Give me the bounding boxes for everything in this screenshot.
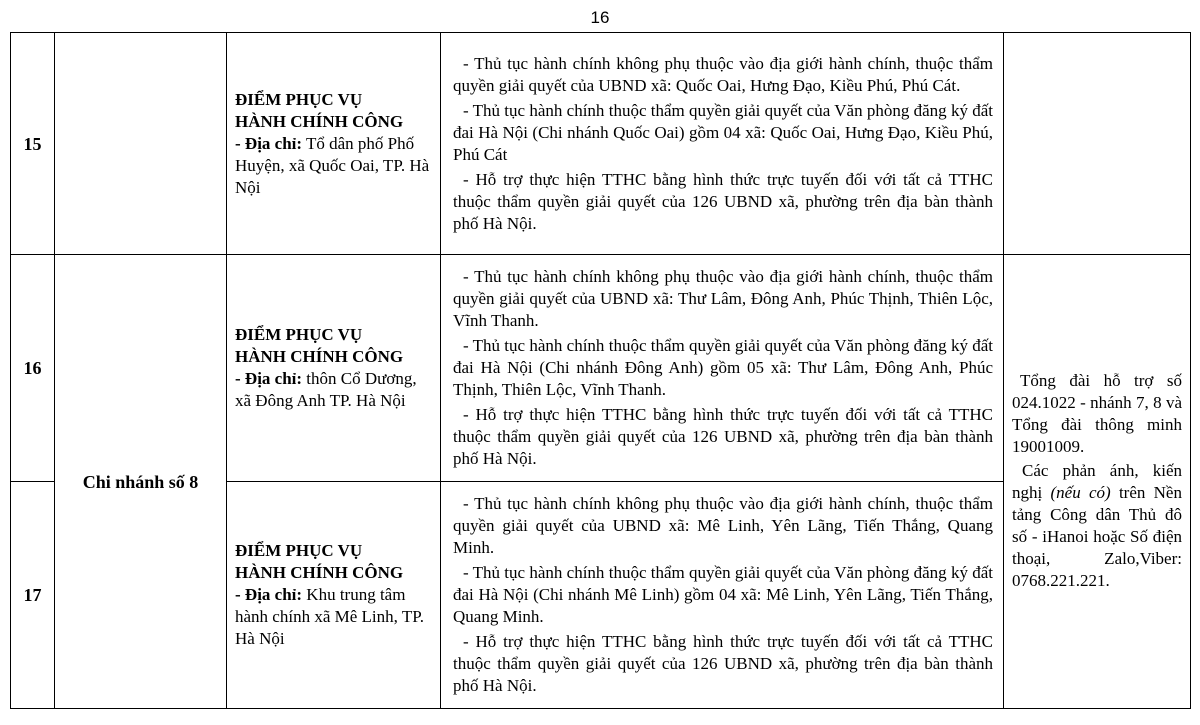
contact-info [1004,255,1191,709]
service-point [227,482,441,709]
contact-cell-empty [1004,33,1191,255]
hotline-text: Tổng đài hỗ trợ số 024.1022 - nhánh 7, 8 và Tổng đài thông minh 19001009. [1012,370,1182,456]
row-number: 17 [11,482,55,709]
address-label: - Địa chỉ: [235,585,303,604]
row-number: 15 [11,33,55,255]
service-point-title: HÀNH CHÍNH CÔNG [235,347,404,366]
procedures [441,482,1004,709]
branch-cell-empty [55,33,227,255]
table-row [11,33,1191,255]
service-point [227,33,441,255]
procedure-item: - Hỗ trợ thực hiện TTHC bằng hình thức trực tuyến đối với tất cả TTHC thuộc thẩm quyền giải quyết của 126 UBND xã, phường trên địa bàn thành phố Hà Nội. [453,405,993,468]
service-points-table [10,32,1191,709]
feedback-pre: Các phản ánh, kiến nghị [1012,460,1182,502]
feedback-text [1012,460,1182,592]
procedure-item: - Thủ tục hành chính không phụ thuộc vào địa giới hành chính, thuộc thẩm quyền giải quyết của UBND xã: Mê Linh, Yên Lãng, Tiến Thắng, Quang Minh. [453,494,993,557]
address-text: Khu trung tâm hành chính xã Mê Linh, TP. Hà Nội [235,585,425,648]
procedure-item: - Thủ tục hành chính thuộc thẩm quyền giải quyết của Văn phòng đăng ký đất đai Hà Nội (Chi nhánh Quốc Oai) gồm 04 xã: Quốc Oai, Hưng Đạo, Kiều Phú, Phú Cát [453,100,993,164]
row-number: 16 [11,255,55,482]
procedure-item: - Thủ tục hành chính thuộc thẩm quyền giải quyết của Văn phòng đăng ký đất đai Hà Nội (Chi nhánh Mê Linh) gồm 04 xã: Mê Linh, Yên Lãng, Tiến Thắng, Quang Minh. [453,563,993,626]
service-point-title: HÀNH CHÍNH CÔNG [235,111,404,131]
table-row [11,255,1191,482]
address-text: thôn Cổ Dương, xã Đông Anh TP. Hà Nội [235,369,417,410]
procedures [441,33,1004,255]
service-point [227,255,441,482]
feedback-italic: (nếu có) [1050,482,1111,502]
service-point-title: ĐIỂM PHỤC VỤ [235,541,363,560]
address-label: - Địa chỉ: [235,133,303,153]
branch-name: Chi nhánh số 8 [55,255,227,709]
address-text: Tổ dân phố Phố Huyện, xã Quốc Oai, TP. Hà Nội [235,133,430,197]
procedure-item: - Hỗ trợ thực hiện TTHC bằng hình thức trực tuyến đối với tất cả TTHC thuộc thẩm quyền giải quyết của 126 UBND xã, phường trên địa bàn thành phố Hà Nội. [453,169,993,233]
procedures [441,255,1004,482]
procedure-item: - Hỗ trợ thực hiện TTHC bằng hình thức trực tuyến đối với tất cả TTHC thuộc thẩm quyền giải quyết của 126 UBND xã, phường trên địa bàn thành phố Hà Nội. [453,632,993,695]
procedure-item: - Thủ tục hành chính không phụ thuộc vào địa giới hành chính, thuộc thẩm quyền giải quyết của UBND xã: Thư Lâm, Đông Anh, Phúc Thịnh, Thiên Lộc, Vĩnh Thanh. [453,267,993,330]
procedure-item: - Thủ tục hành chính không phụ thuộc vào địa giới hành chính, thuộc thẩm quyền giải quyết của UBND xã: Quốc Oai, Hưng Đạo, Kiều Phú, Phú Cát. [453,53,993,95]
procedure-item: - Thủ tục hành chính thuộc thẩm quyền giải quyết của Văn phòng đăng ký đất đai Hà Nội (Chi nhánh Đông Anh) gồm 05 xã: Thư Lâm, Đông Anh, Phúc Thịnh, Thiên Lộc, Vĩnh Thanh. [453,336,993,399]
service-point-title: ĐIỂM PHỤC VỤ [235,89,363,109]
service-point-title: HÀNH CHÍNH CÔNG [235,563,404,582]
service-point-title: ĐIỂM PHỤC VỤ [235,325,363,344]
address-label: - Địa chỉ: [235,369,303,388]
page-number: 16 [590,8,610,27]
feedback-post: trên Nền tảng Công dân Thủ đô số - iHanoi hoặc Số điện thoại, Zalo,Viber: 0768.221.221. [1012,482,1182,590]
